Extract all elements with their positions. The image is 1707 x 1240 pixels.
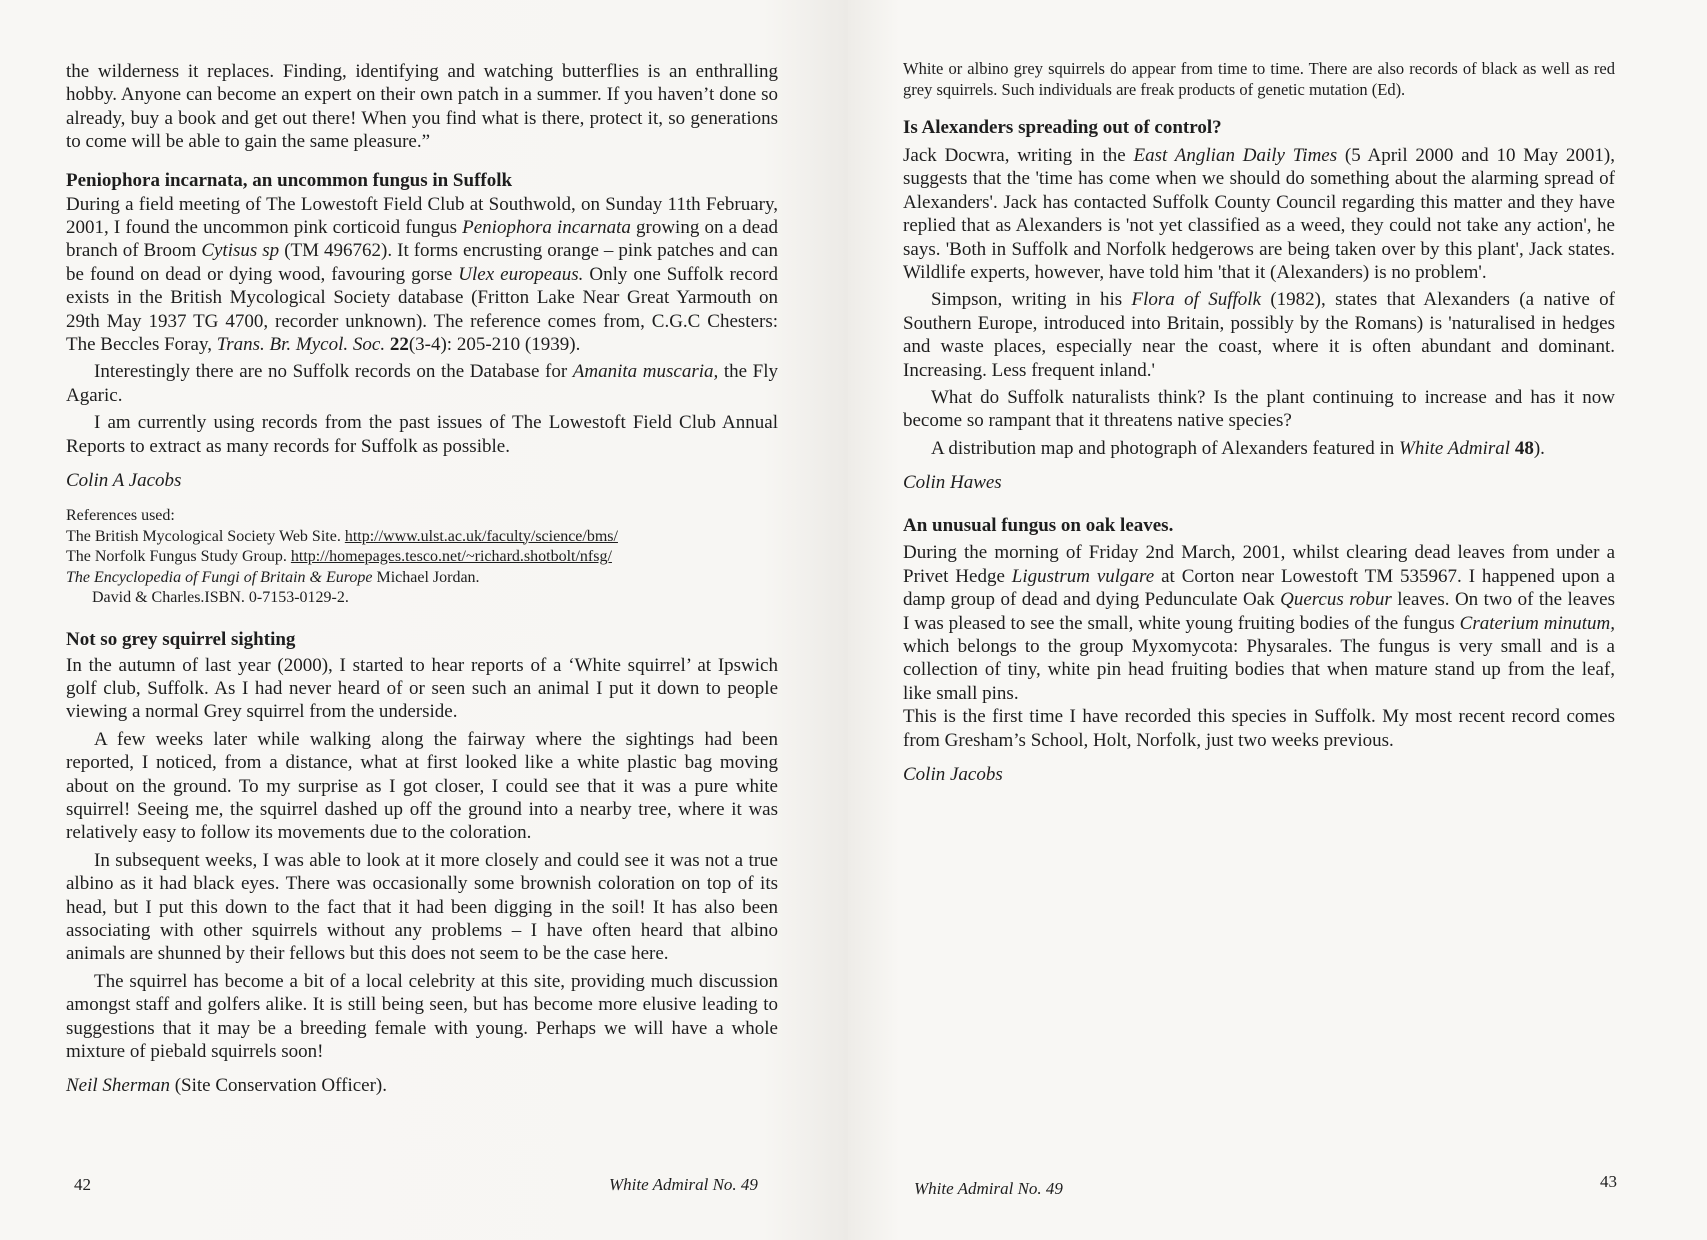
squirrel-paragraph-2: A few weeks later while walking along the fairway where the sightings had been reported, I noticed, from a distance, what at first looked like a white plastic bag moving about on the ground. To my surprise as I got closer, I could see that it was a pure white squirrel! Seeing me, the squirrel dashed up off the ground into a nearby tree, where it was relatively easy to follow its movements due to the coloration. (66, 728, 778, 844)
alexanders-paragraph-4: A distribution map and photograph of Alexanders featured in White Admiral 48). (931, 437, 1545, 459)
squirrel-paragraph-1: In the autumn of last year (2000), I started to hear reports of a ‘White squirrel’ at Ipswich golf club, Suffolk. As I had never heard of or seen such an animal I put it down to people viewing a normal Grey squirrel from the underside. (66, 654, 778, 723)
peniophora-paragraph-1: During a field meeting of The Lowestoft Field Club at Southwold, on Sunday 11th February, 2001, I found the uncommon pink corticoid fungus Peniophora incarnata growing on a dead branch of Broom Cytisus sp (TM 496762). It forms encrusting orange – pink patches and can be found on dead or dying wood, favouring gorse Ulex europeaus. Only one Suffolk record exists in the British Mycological Society database (Fritton Lake Near Great Yarmouth on 29th May 1937 TG 4700, recorder unknown). The reference comes from, C.G.C Chesters: The Beccles Foray, Trans. Br. Mycol. Soc. 22(3-4): 205-210 (1939). (66, 193, 778, 356)
squirrel-heading: Not so grey squirrel sighting (66, 628, 296, 650)
peniophora-heading: Peniophora incarnata, an uncommon fungus in Suffolk (66, 169, 513, 191)
peniophora-paragraph-2: Interestingly there are no Suffolk records on the Database for Amanita muscaria, the Fly Agaric. (66, 361, 779, 406)
oak-fungus-author: Colin Jacobs (903, 763, 1003, 785)
reference-publisher: David & Charles.ISBN. 0-7153-0129-2. (92, 589, 349, 607)
squirrel-paragraph-3: In subsequent weeks, I was able to look at it more closely and could see it was not a true albino as it had black eyes. There was occasionally some brownish coloration on top of its head, but I put this down to the fact that it had been digging in the soil! It has also been associating with other squirrels without any problems – I have often heard that albino animals are shunned by their fellows but this does not seem to be the case here. (66, 849, 778, 965)
peniophora-paragraph-3: I am currently using records from the past issues of The Lowestoft Field Club Annual Reports to extract as many records for Suffolk as possible. (66, 412, 778, 457)
oak-fungus-paragraph-1: During the morning of Friday 2nd March, 2001, whilst clearing dead leaves from under a Privet Hedge Ligustrum vulgare at Corton near Lowestoft TM 535967. I happened upon a damp group of dead and dying Pedunculate Oak Quercus robur leaves. On two of the leaves I was pleased to see the small, white young fruiting bodies of the fungus Craterium minutum, which belongs to the group Myxomycota: Physarales. The fungus is very small and is a collection of tiny, white pin head fruiting bodies that when mature stand up from the leaf, like small pins. (903, 542, 1615, 704)
references-title: References used: (66, 507, 175, 525)
page-number-right: 43 (1600, 1172, 1617, 1191)
left-column (66, 60, 778, 1098)
references-list (66, 506, 778, 609)
editor-note: White or albino grey squirrels do appear from time to time. There are also records of black as well as red grey squirrels. Such individuals are freak products of genetic mutation (Ed). (903, 59, 1615, 99)
right-column (903, 58, 1615, 787)
running-title-left: White Admiral No. 49 (609, 1175, 758, 1194)
reference-item: The Norfolk Fungus Study Group. http://homepages.tesco.net/~richard.shotbolt/nfsg/ (66, 548, 612, 566)
alexanders-author: Colin Hawes (903, 472, 1002, 494)
squirrel-paragraph-4: The squirrel has become a bit of a local celebrity at this site, providing much discussion amongst staff and golfers alike. It is still being seen, but has become more elusive leading to suggestions that it may be a breeding female with young. Perhaps we will have a whole mixture of piebald squirrels soon! (66, 970, 778, 1063)
alexanders-paragraph-2: Simpson, writing in his Flora of Suffolk (1982), states that Alexanders (a native of Southern Europe, introduced into Britain, possibly by the Romans) is 'naturalised in hedges and waste places, especially near the coast, where it is often abundant and dominant. Increasing. Less frequent inland.' (903, 289, 1615, 381)
reference-item: The British Mycological Society Web Site. http://www.ulst.ac.uk/faculty/science/bms/ (66, 527, 618, 545)
oak-fungus-heading: An unusual fungus on oak leaves. (903, 515, 1174, 537)
alexanders-paragraph-3: What do Suffolk naturalists think? Is the plant continuing to increase and has it now become so rampant that it threatens native species? (903, 387, 1615, 432)
reference-link-nfsg[interactable]: http://homepages.tesco.net/~richard.shotbolt/nfsg/ (290, 548, 612, 566)
alexanders-heading: Is Alexanders spreading out of control? (903, 117, 1222, 138)
running-title-right: White Admiral No. 49 (914, 1179, 1063, 1198)
page-number-left: 42 (74, 1175, 91, 1194)
oak-fungus-paragraph-2: This is the first time I have recorded this species in Suffolk. My most recent record comes from Gresham’s School, Holt, Norfolk, just two weeks previous. (903, 706, 1615, 751)
alexanders-paragraph-1: Jack Docwra, writing in the East Anglian Daily Times (5 April 2000 and 10 May 2001), suggests that the 'time has come when we should do something about the alarming spread of Alexanders'. Jack has contacted Suffolk County Council regarding this matter and they have replied that as Alexanders is 'not yet classified as a weed, they could not take any action', he says. 'Both in Suffolk and Norfolk hedgerows are being taken over by this plant', Jack states. Wildlife experts, however, have told him 'that it (Alexanders) is no problem'. (903, 145, 1615, 284)
left-page (0, 0, 848, 1240)
right-page (848, 0, 1707, 1240)
peniophora-author: Colin A Jacobs (66, 470, 182, 492)
squirrel-author: Neil Sherman (Site Conservation Officer). (66, 1074, 388, 1096)
reference-link-bms[interactable]: http://www.ulst.ac.uk/faculty/science/bms/ (344, 527, 618, 545)
butterfly-article-ending: the wilderness it replaces. Finding, identifying and watching butterflies is an enthralling hobby. Anyone can become an expert on their own patch in a summer. If you haven’t done so already, buy a book and get out there! When you find what is there, protect it, so generations to come will be able to gain the same pleasure.” (66, 61, 778, 153)
reference-item: The Encyclopedia of Fungi of Britain & Europe Michael Jordan. (66, 568, 480, 586)
